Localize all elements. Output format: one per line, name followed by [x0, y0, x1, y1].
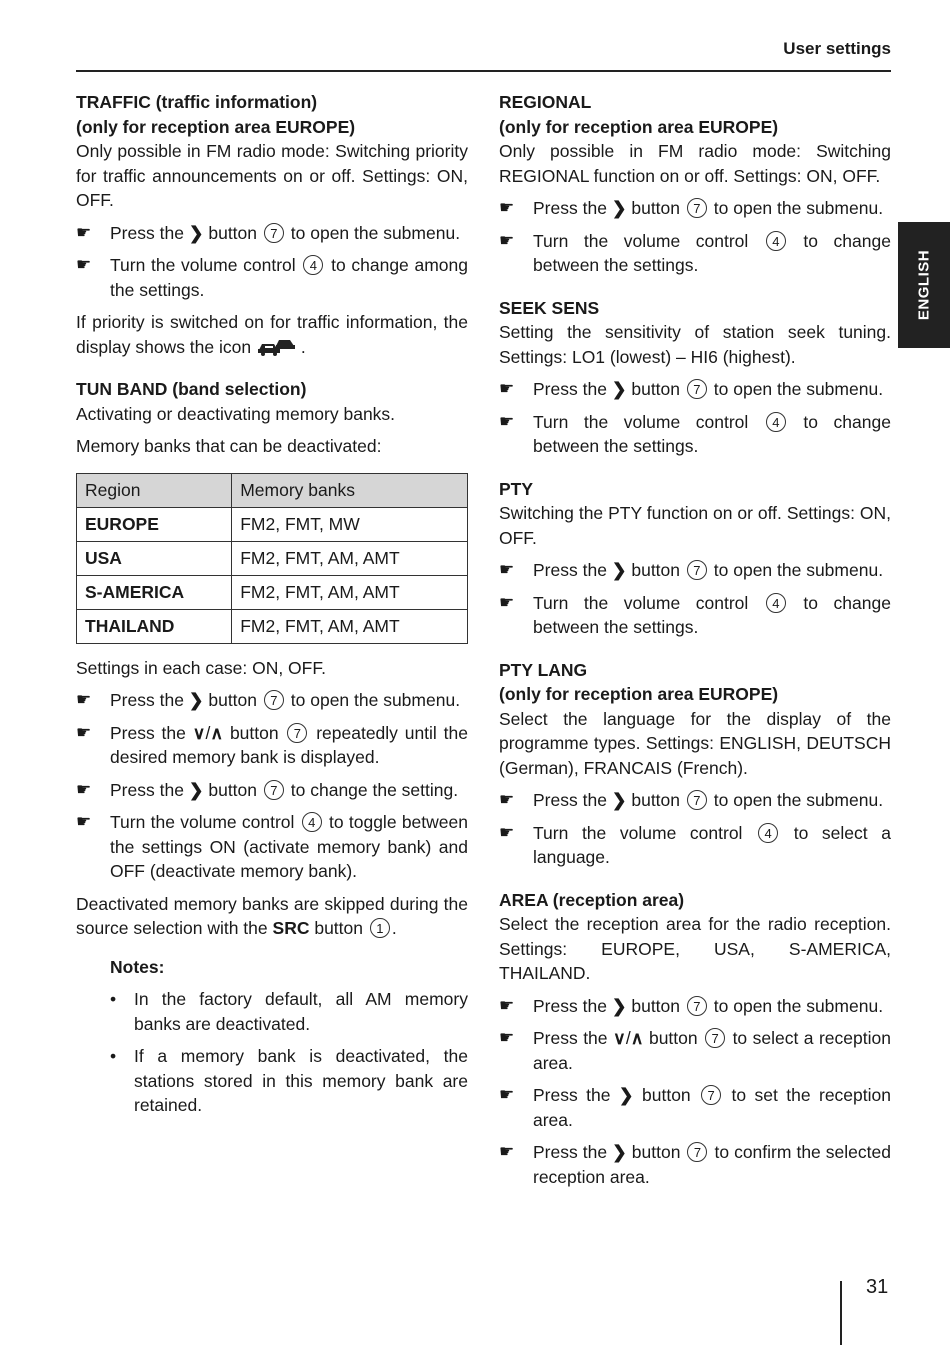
step-text: to select a language. [533, 822, 891, 867]
language-tab [898, 222, 950, 348]
pointing-hand-icon: ☛ [499, 995, 515, 1015]
pointing-hand-icon: ☛ [499, 411, 515, 431]
ptylang-step-1 [499, 788, 891, 813]
pointing-hand-icon: ☛ [499, 1028, 515, 1047]
step-text: Press the [533, 995, 607, 1016]
right-chevron-icon: ❯ [188, 222, 204, 243]
regional-description: Only possible in FM radio mode: Switching REGIONAL function on or off. Settings: ON, OFF. [499, 141, 891, 186]
up-chevron-icon: ∧ [630, 1028, 644, 1048]
pty-step-2 [499, 591, 891, 640]
step-text: button [631, 1142, 681, 1162]
tunband-intro-2: Memory banks that can be deactivated: [76, 436, 382, 456]
pointing-hand-icon: ☛ [499, 592, 515, 612]
step-text: to change the setting. [290, 779, 459, 800]
regional-subheading: (only for reception area EUROPE) [499, 116, 779, 137]
step-text: Turn the volume control [533, 230, 749, 251]
pointing-hand-icon: ☛ [76, 812, 92, 831]
step-text: to open the submenu. [713, 379, 884, 399]
area-step-2 [499, 1026, 891, 1075]
step-text: to toggle between the settings ON (activate memory bank) and OFF (deactivate memory bank). [110, 812, 468, 881]
step-text: button [208, 222, 258, 243]
bullet: • [110, 989, 117, 1009]
traffic-step-2 [76, 253, 468, 302]
src-label: SRC [272, 918, 310, 938]
table-header-cell: Region [77, 473, 232, 507]
step-text: to open the submenu. [290, 222, 461, 243]
tunband-step-3 [76, 778, 468, 803]
step-text: Turn the volume control [533, 592, 749, 613]
area-description: Select the reception area for the radio reception. Settings: EUROPE, USA, S-AMERICA, THAILAND. [499, 914, 891, 983]
area-heading: AREA (reception area) [499, 889, 685, 910]
slash: / [205, 722, 211, 743]
banks-cell: FM2, FMT, AM, AMT [232, 575, 468, 609]
note-text: button [314, 918, 363, 938]
step-text: to select a reception area. [533, 1028, 891, 1073]
pointing-hand-icon: ☛ [76, 722, 92, 742]
tunband-section [76, 377, 468, 1118]
page-number: 31 [866, 1276, 889, 1298]
page-number-rule [840, 1281, 842, 1345]
up-chevron-icon: ∧ [210, 722, 224, 743]
step-text: Press the [533, 790, 607, 810]
ptylang-section [499, 658, 891, 870]
note-item [110, 987, 468, 1036]
ptylang-heading: PTY LANG [499, 659, 588, 680]
seeksens-section [499, 296, 891, 459]
slash: / [625, 1028, 631, 1048]
step-text: Press the [110, 222, 184, 243]
step-text: to open the submenu. [713, 790, 884, 810]
step-text: button [631, 790, 681, 810]
callout-number: 7 [687, 790, 707, 810]
tunband-step-4 [76, 810, 468, 884]
note-text: In the factory default, all AM memory banks are deactivated. [134, 989, 468, 1034]
note-item [110, 1044, 468, 1118]
step-text: Turn the volume control [110, 255, 296, 275]
table-row [77, 507, 468, 541]
step-text: Press the [533, 198, 607, 218]
pointing-hand-icon: ☛ [76, 690, 92, 709]
step-text: button [631, 379, 681, 399]
step-text: to open the submenu. [713, 198, 884, 218]
ptylang-step-2 [499, 821, 891, 870]
notes-heading: Notes: [110, 956, 165, 977]
memory-bank-table [76, 473, 468, 644]
callout-number: 7 [264, 690, 284, 710]
seeksens-step-1 [499, 377, 891, 402]
region-cell: THAILAND [77, 609, 232, 643]
step-text: to open the submenu. [290, 690, 461, 710]
callout-number: 7 [264, 780, 284, 800]
right-chevron-icon: ❯ [611, 560, 627, 580]
region-cell: EUROPE [77, 507, 232, 541]
callout-number: 7 [687, 560, 707, 580]
pointing-hand-icon: ☛ [499, 379, 515, 398]
right-chevron-icon: ❯ [611, 790, 627, 810]
pty-step-1 [499, 558, 891, 583]
step-text: button [631, 995, 681, 1016]
pointing-hand-icon: ☛ [499, 230, 515, 250]
step-text: button [631, 198, 681, 218]
step-text: to change between the settings. [533, 411, 891, 456]
regional-heading: REGIONAL [499, 92, 592, 112]
step-text: Press the [110, 779, 184, 800]
callout-number: 7 [264, 223, 284, 243]
right-chevron-icon: ❯ [612, 1142, 627, 1162]
step-text: button [208, 690, 258, 710]
tunband-step-1 [76, 688, 468, 713]
seeksens-step-2 [499, 410, 891, 459]
callout-number: 7 [705, 1028, 725, 1048]
traffic-car-icon [256, 336, 296, 356]
right-column [499, 90, 891, 1207]
step-text: to change between the settings. [533, 230, 891, 275]
pty-section [499, 477, 891, 640]
area-step-4 [499, 1140, 891, 1189]
regional-step-1 [499, 196, 891, 221]
section-title: User settings [783, 39, 891, 58]
step-text: to set the reception area. [533, 1085, 891, 1130]
callout-number: 4 [766, 593, 786, 613]
right-chevron-icon: ❯ [618, 1085, 634, 1105]
step-text: to open the submenu. [713, 995, 884, 1016]
pointing-hand-icon: ☛ [499, 1085, 515, 1104]
regional-step-2 [499, 229, 891, 278]
banks-cell: FM2, FMT, MW [232, 507, 468, 541]
step-text: Press the [533, 379, 607, 399]
callout-number: 4 [766, 412, 786, 432]
callout-number: 4 [766, 231, 786, 251]
ptylang-description: Select the language for the display of the programme types. Settings: ENGLISH, DEUTSCH (German), FRANCAIS (French). [499, 708, 891, 778]
right-chevron-icon: ❯ [188, 690, 204, 710]
pointing-hand-icon: ☛ [499, 560, 515, 579]
right-chevron-icon: ❯ [611, 379, 627, 399]
traffic-icon-note [76, 310, 468, 359]
note-text: Deactivated memory banks are skipped during the source selection with the [76, 893, 468, 938]
seeksens-heading: SEEK SENS [499, 297, 600, 318]
banks-cell: FM2, FMT, AM, AMT [232, 609, 468, 643]
step-text: Press the [533, 1142, 608, 1162]
step-text: Turn the volume control [110, 812, 295, 832]
step-text: button [648, 1028, 698, 1048]
callout-number: 7 [687, 198, 707, 218]
pointing-hand-icon: ☛ [499, 1142, 515, 1161]
callout-number: 4 [302, 812, 322, 832]
pointing-hand-icon: ☛ [76, 222, 92, 242]
step-text: button [642, 1085, 691, 1105]
callout-number: 7 [687, 1142, 707, 1162]
pointing-hand-icon: ☛ [499, 198, 515, 217]
ptylang-subheading: (only for reception area EUROPE) [499, 684, 779, 704]
tunband-settings: Settings in each case: ON, OFF. [76, 657, 326, 678]
tunband-intro: Activating or deactivating memory banks. [76, 403, 396, 424]
note-text: If priority is switched on for traffic information, the display shows the icon [76, 312, 468, 357]
pointing-hand-icon: ☛ [76, 779, 92, 799]
table-header-row [77, 473, 468, 507]
step-text: Press the [533, 1085, 611, 1105]
callout-number: 7 [687, 379, 707, 399]
pty-heading: PTY [499, 478, 534, 499]
right-chevron-icon: ❯ [611, 198, 627, 218]
callout-number: 4 [303, 255, 323, 275]
page-header [76, 36, 891, 72]
traffic-subheading: (only for reception area EUROPE) [76, 116, 356, 137]
step-text: Press the [533, 560, 607, 580]
note-text: If a memory bank is deactivated, the stations stored in this memory bank are retained. [134, 1046, 468, 1115]
note-text: . [391, 918, 397, 938]
step-text: Turn the volume control [533, 411, 749, 432]
table-row [77, 575, 468, 609]
right-chevron-icon: ❯ [188, 779, 204, 800]
note-text: . [300, 336, 306, 357]
pointing-hand-icon: ☛ [76, 255, 92, 274]
step-text: Press the [110, 690, 184, 710]
step-text: button [229, 722, 279, 743]
step-text: button [208, 779, 258, 800]
callout-number: 4 [758, 823, 778, 843]
callout-number: 7 [287, 723, 307, 743]
area-section [499, 888, 891, 1190]
down-chevron-icon: ∨ [613, 1028, 626, 1048]
table-row [77, 541, 468, 575]
step-text: to confirm the selected reception area. [533, 1142, 891, 1187]
tunband-deactivated-note [76, 892, 468, 941]
pointing-hand-icon: ☛ [499, 822, 515, 842]
left-column [76, 90, 468, 1136]
area-step-1 [499, 994, 891, 1019]
traffic-section [76, 90, 468, 359]
traffic-description: Only possible in FM radio mode: Switching priority for traffic announcements on or off. Settings: ON, OFF. [76, 141, 468, 210]
traffic-step-1 [76, 221, 468, 246]
pty-description: Switching the PTY function on or off. Settings: ON, OFF. [499, 503, 891, 548]
language-tab-label: ENGLISH [915, 249, 933, 321]
pointing-hand-icon: ☛ [499, 790, 515, 809]
notes-block [76, 955, 468, 1118]
step-text: repeatedly until the desired memory bank is displayed. [110, 722, 468, 767]
step-text: Press the [110, 722, 186, 743]
area-step-3 [499, 1083, 891, 1132]
step-text: Press the [533, 1028, 608, 1048]
step-text: button [631, 560, 681, 580]
table-header-cell: Memory banks [232, 473, 468, 507]
step-text: to open the submenu. [713, 560, 884, 580]
regional-section [499, 90, 891, 278]
right-chevron-icon: ❯ [611, 995, 627, 1016]
step-text: to change between the settings. [533, 592, 891, 637]
region-cell: S-AMERICA [77, 575, 232, 609]
banks-cell: FM2, FMT, AM, AMT [232, 541, 468, 575]
seeksens-description: Setting the sensitivity of station seek tuning. Settings: LO1 (lowest) – HI6 (highest). [499, 322, 891, 367]
tunband-heading: TUN BAND (band selection) [76, 379, 307, 399]
callout-number: 1 [370, 918, 390, 938]
table-row [77, 609, 468, 643]
callout-number: 7 [701, 1085, 721, 1105]
step-text: to change among the settings. [110, 255, 468, 300]
tunband-step-2 [76, 721, 468, 770]
callout-number: 7 [687, 996, 707, 1016]
bullet: • [110, 1046, 117, 1066]
region-cell: USA [77, 541, 232, 575]
step-text: Turn the volume control [533, 822, 743, 843]
down-chevron-icon: ∨ [192, 722, 206, 743]
traffic-heading: TRAFFIC (traffic information) [76, 92, 318, 112]
